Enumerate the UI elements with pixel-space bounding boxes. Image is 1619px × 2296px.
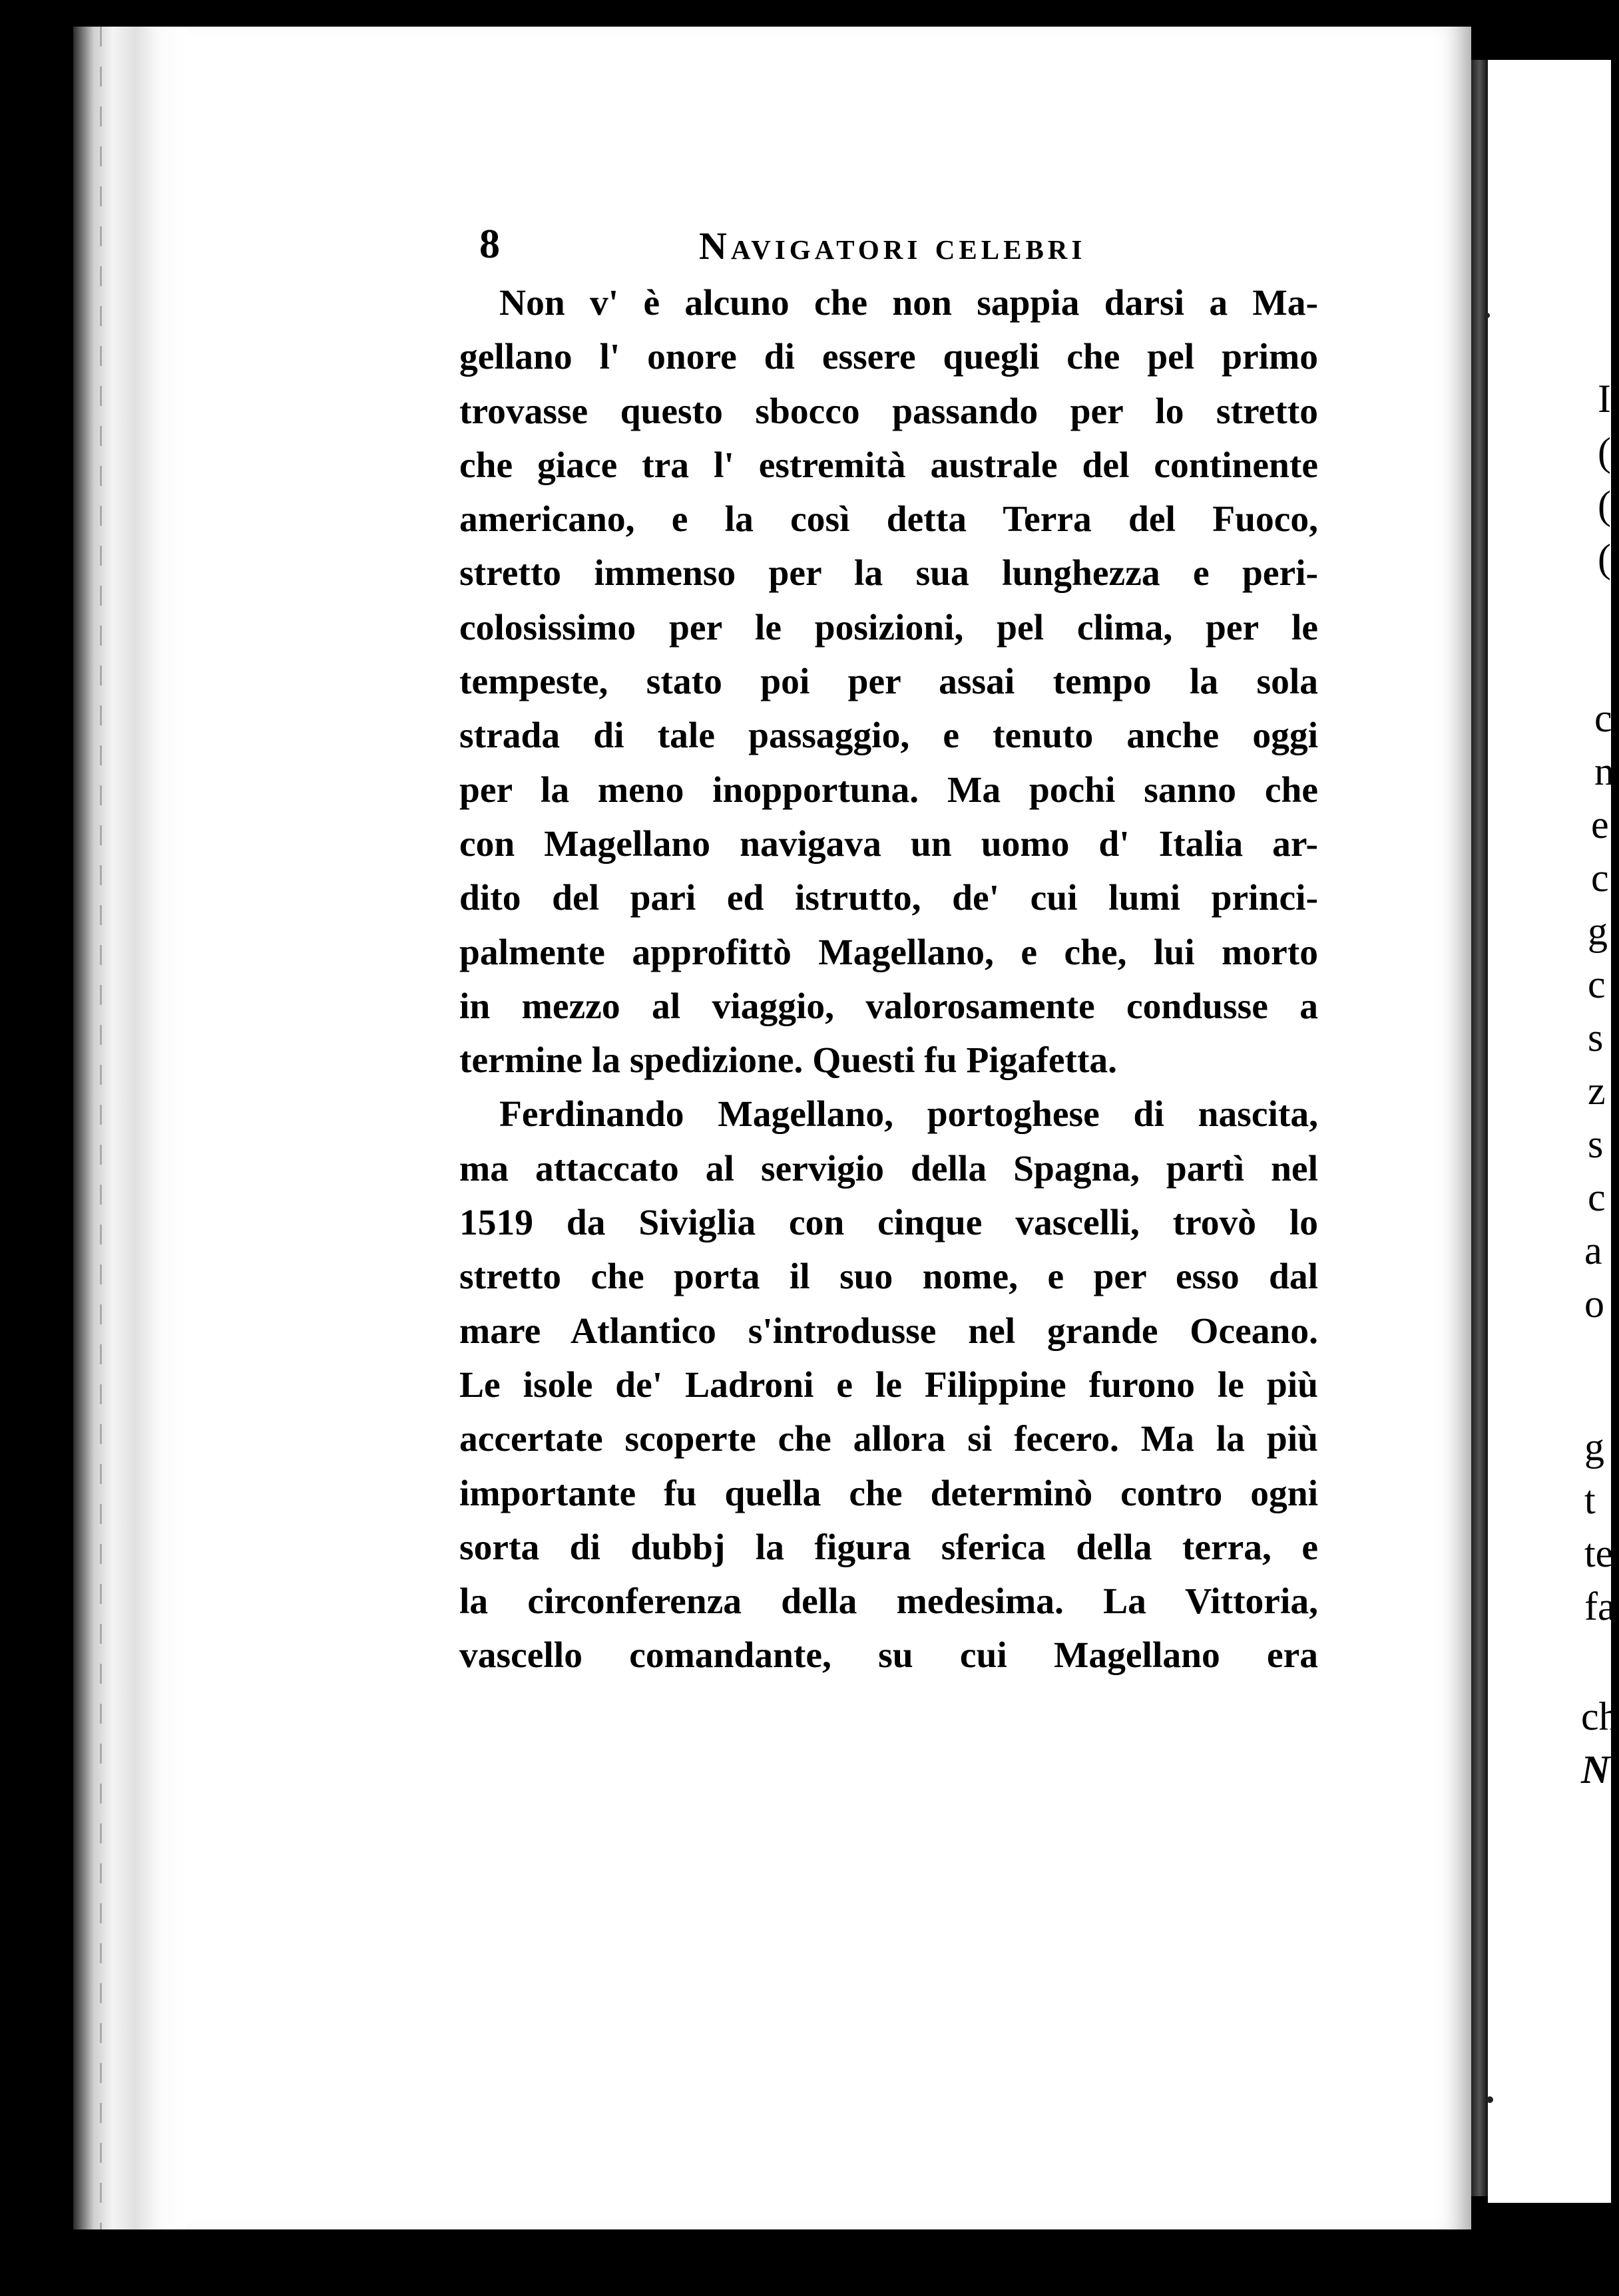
next-page-fragment: o — [1584, 1282, 1604, 1326]
paragraph — [459, 1087, 1318, 1682]
text-line: sorta di dubbj la figura sferica della terra, e — [459, 1527, 1318, 1568]
text-line: stretto immenso per la sua lunghezza e peri- — [459, 553, 1318, 594]
book-spine-edge — [73, 27, 186, 2229]
text-line: termine la spedizione. Questi fu Pigafetta. — [459, 1040, 1118, 1081]
text-line: strada di tale passaggio, e tenuto anche oggi — [459, 715, 1318, 757]
text-line: stretto che porta il suo nome, e per esso dal — [459, 1256, 1318, 1298]
text-line: in mezzo al viaggio, valorosamente condusse a — [459, 986, 1318, 1027]
next-page-fragment: n — [1594, 749, 1614, 793]
text-line: trovasse questo sbocco passando per lo stretto — [459, 391, 1318, 432]
text-line: 1519 da Siviglia con cinque vascelli, trovò lo — [459, 1203, 1318, 1244]
next-page-edge — [1488, 60, 1619, 2203]
text-line: Ferdinando Magellano, portoghese di nascita, — [499, 1094, 1318, 1135]
next-page-fragment: s — [1588, 1016, 1604, 1059]
text-line: dito del pari ed istrutto, de' cui lumi princi- — [459, 878, 1318, 919]
page-header — [479, 221, 1172, 274]
next-page-fragment: t — [1584, 1478, 1596, 1522]
next-page-fragment: c — [1594, 696, 1612, 740]
next-page-fragment: c — [1588, 1175, 1606, 1219]
next-page-fragment: fa — [1584, 1585, 1616, 1628]
next-page-fragment: I — [1598, 377, 1611, 421]
text-line: Non v' è alcuno che non sappia darsi a Ma- — [499, 283, 1318, 323]
text-line: per la meno inopportuna. Ma pochi sanno che — [459, 769, 1318, 811]
next-page-fragment: g — [1584, 1425, 1604, 1469]
body-text — [459, 276, 1318, 1683]
text-line: la circonferenza della medesima. La Vittoria, — [459, 1581, 1318, 1623]
next-page-fragment: s — [1588, 1122, 1604, 1166]
text-line: tempeste, stato poi per assai tempo la sola — [459, 662, 1318, 703]
text-line: vascello comandante, su cui Magellano era — [459, 1635, 1318, 1676]
next-page-fragment: g — [1588, 909, 1608, 953]
next-page-fragment: z — [1588, 1069, 1606, 1113]
text-line: mare Atlantico s'introdusse nel grande Oceano. — [459, 1310, 1318, 1352]
text-line: Le isole de' Ladroni e le Filippine furono le più — [459, 1364, 1318, 1406]
text-line: che giace tra l' estremità australe del continente — [459, 445, 1318, 486]
text-line: con Magellano navigava un uomo d' Italia ar- — [459, 823, 1318, 864]
text-line: gellano l' onore di essere quegli che pel primo — [459, 337, 1318, 378]
next-page-fragment: a — [1584, 1229, 1602, 1272]
text-line: colosissimo per le posizioni, pel clima, per le — [459, 607, 1318, 648]
page-number: 8 — [479, 222, 500, 267]
running-head: Navigatori celebri — [699, 224, 1086, 268]
next-page-fragment: N — [1581, 1748, 1610, 1792]
next-page-fragment: c — [1591, 856, 1609, 900]
text-line: importante fu quella che determinò contro ogni — [459, 1473, 1318, 1514]
paragraph — [459, 276, 1318, 1087]
text-line: accertate scoperte che allora si fecero. Ma la più — [459, 1419, 1318, 1460]
next-page-fragment: ( — [1598, 536, 1611, 580]
next-page-fragment: c — [1588, 962, 1606, 1006]
next-page-fragment: te — [1584, 1531, 1614, 1575]
scan-speck — [1485, 313, 1490, 318]
text-line: americano, e la così detta Terra del Fuoco, — [459, 499, 1318, 540]
next-page-fragment: ch — [1581, 1694, 1619, 1738]
page-gutter — [1471, 60, 1488, 2196]
text-line: ma attaccato al servigio della Spagna, partì nel — [459, 1148, 1318, 1189]
next-page-fragment: ( — [1598, 430, 1611, 474]
scan-speck — [1487, 2096, 1493, 2103]
next-page-fragment: e — [1591, 803, 1609, 847]
text-line: palmente approfittò Magellano, e che, lui morto — [459, 932, 1318, 973]
next-page-fragment: ( — [1598, 483, 1611, 527]
